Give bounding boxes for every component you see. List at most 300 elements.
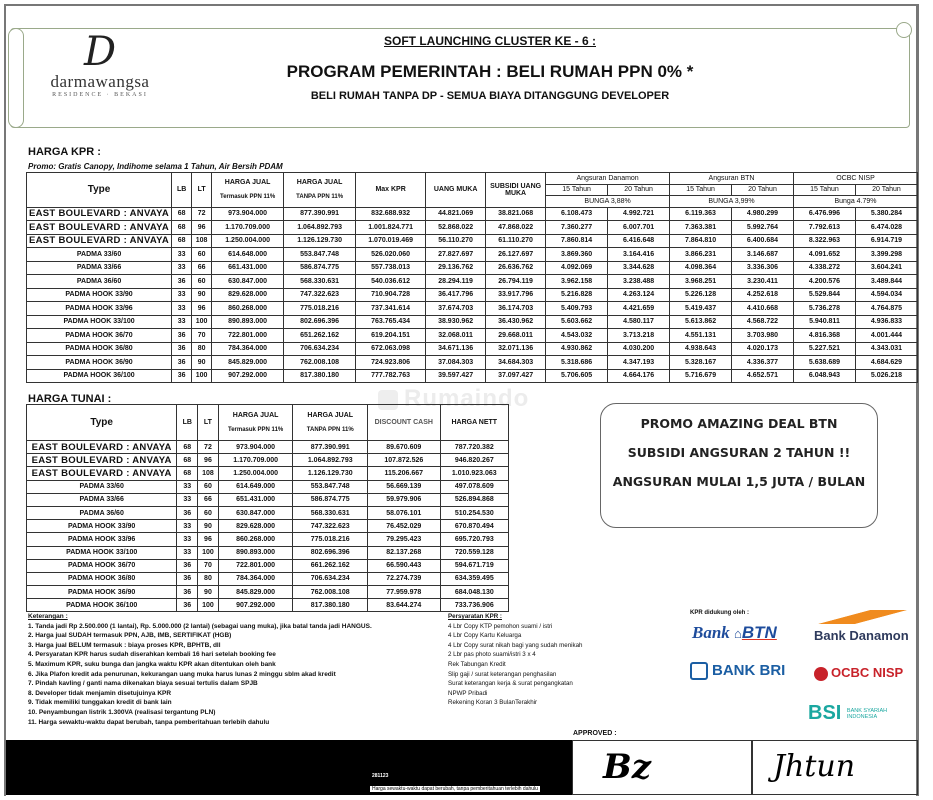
value-cell: 66 bbox=[192, 261, 212, 275]
value-cell: 96 bbox=[198, 533, 219, 546]
table-row bbox=[27, 356, 918, 370]
kpr-price-table bbox=[26, 172, 918, 383]
table-row bbox=[27, 533, 509, 546]
unit-type-cell: PADMA HOOK 33/90 bbox=[27, 288, 172, 302]
value-cell: 32.068.011 bbox=[426, 329, 486, 343]
value-cell: 4.020.173 bbox=[732, 342, 794, 356]
unit-type-cell: PADMA 33/66 bbox=[27, 493, 177, 506]
value-cell: 66.590.443 bbox=[368, 559, 441, 572]
value-cell: 845.829.000 bbox=[212, 356, 284, 370]
value-cell: 817.380.180 bbox=[293, 599, 368, 612]
col-harga-excl-sub: TANPA PPN 11% bbox=[296, 194, 344, 201]
bank-bri-name: BANK BRI bbox=[712, 662, 786, 679]
program-subtitle: BELI RUMAH TANPA DP - SEMUA BIAYA DITANGGUNG DEVELOPER bbox=[310, 90, 670, 102]
value-cell: 60 bbox=[198, 480, 219, 493]
value-cell: 4.091.652 bbox=[793, 248, 855, 262]
value-cell: 586.874.775 bbox=[284, 261, 356, 275]
value-cell: 72.274.739 bbox=[368, 572, 441, 585]
unit-type-cell: EAST BOULEVARD : ANVAYA bbox=[27, 234, 172, 248]
value-cell: 5.706.605 bbox=[546, 369, 608, 383]
value-cell: 36 bbox=[177, 572, 198, 585]
col-harga-incl-sub: Termasuk PPN 11% bbox=[227, 427, 284, 433]
unit-type-cell: PADMA HOOK 36/80 bbox=[27, 342, 172, 356]
value-cell: 4.347.193 bbox=[608, 356, 670, 370]
value-cell: 79.295.423 bbox=[368, 533, 441, 546]
unit-type-cell: EAST BOULEVARD : ANVAYA bbox=[27, 467, 177, 480]
note-item: 8. Developer tidak menjamin disetujuinya KPR bbox=[28, 689, 172, 697]
value-cell: 526.020.060 bbox=[356, 248, 426, 262]
ocbc-mark-icon bbox=[814, 667, 828, 681]
value-cell: 82.137.268 bbox=[368, 546, 441, 559]
value-cell: 722.801.000 bbox=[212, 329, 284, 343]
value-cell: 68 bbox=[177, 454, 198, 467]
note-item: 7. Pindah kavling / ganti nama dikenakan biaya sesuai tertulis dalam SPJB bbox=[28, 680, 258, 688]
value-cell: 36.174.703 bbox=[486, 302, 546, 316]
value-cell: 100 bbox=[192, 369, 212, 383]
value-cell: 36 bbox=[172, 275, 192, 289]
danamon-stripe-icon bbox=[818, 610, 913, 624]
unit-type-cell: PADMA HOOK 36/90 bbox=[27, 356, 172, 370]
value-cell: 4.343.031 bbox=[855, 342, 917, 356]
promo-line-1: PROMO AMAZING DEAL BTN bbox=[640, 416, 838, 431]
value-cell: 594.671.719 bbox=[440, 559, 508, 572]
kpr-promo-line: Promo: Gratis Canopy, Indihome selama 1 Tahun, Air Bersih PDAM bbox=[28, 162, 283, 171]
value-cell: 4.936.833 bbox=[855, 315, 917, 329]
value-cell: 115.206.667 bbox=[368, 467, 441, 480]
value-cell: 4.568.722 bbox=[732, 315, 794, 329]
value-cell: 6.914.719 bbox=[855, 234, 917, 248]
unit-type-cell: PADMA 36/60 bbox=[27, 506, 177, 519]
table-row bbox=[27, 342, 918, 356]
value-cell: 34.671.136 bbox=[426, 342, 486, 356]
watermark-text: Rumaindo bbox=[404, 385, 530, 412]
value-cell: 77.959.978 bbox=[368, 586, 441, 599]
value-cell: 4.030.200 bbox=[608, 342, 670, 356]
table-row bbox=[27, 572, 509, 585]
bank-danamon-logo: Bank Danamon bbox=[814, 628, 909, 643]
value-cell: 5.216.828 bbox=[546, 288, 608, 302]
value-cell: 3.604.241 bbox=[855, 261, 917, 275]
value-cell: 787.720.382 bbox=[440, 441, 508, 454]
value-cell: 553.847.748 bbox=[284, 248, 356, 262]
document-code: 281123 bbox=[372, 773, 389, 779]
value-cell: 973.904.000 bbox=[218, 441, 293, 454]
value-cell: 56.110.270 bbox=[426, 234, 486, 248]
value-cell: 33 bbox=[172, 288, 192, 302]
value-cell: 4.200.576 bbox=[793, 275, 855, 289]
value-cell: 72 bbox=[198, 441, 219, 454]
value-cell: 775.018.216 bbox=[284, 302, 356, 316]
value-cell: 6.416.648 bbox=[608, 234, 670, 248]
table-row bbox=[27, 454, 509, 467]
value-cell: 3.713.218 bbox=[608, 329, 670, 343]
bank-ocbc-name: OCBC NISP bbox=[831, 665, 904, 680]
value-cell: 36.417.796 bbox=[426, 288, 486, 302]
value-cell: 1.250.004.000 bbox=[218, 467, 293, 480]
value-cell: 4.001.444 bbox=[855, 329, 917, 343]
value-cell: 661.262.162 bbox=[293, 559, 368, 572]
value-cell: 890.893.000 bbox=[218, 546, 293, 559]
note-item: 4. Persyaratan KPR harus sudah diserahkan kembali 16 hari setelah booking fee bbox=[28, 651, 276, 659]
col-nett: HARGA NETT bbox=[440, 405, 508, 441]
value-cell: 6.108.473 bbox=[546, 207, 608, 221]
value-cell: 720.559.128 bbox=[440, 546, 508, 559]
value-cell: 710.904.728 bbox=[356, 288, 426, 302]
value-cell: 695.720.793 bbox=[440, 533, 508, 546]
value-cell: 6.048.943 bbox=[793, 369, 855, 383]
value-cell: 90 bbox=[198, 586, 219, 599]
value-cell: 80 bbox=[192, 342, 212, 356]
col-ocbc-15: 15 Tahun bbox=[793, 184, 855, 196]
unit-type-cell: PADMA HOOK 36/100 bbox=[27, 369, 172, 383]
value-cell: 1.070.019.469 bbox=[356, 234, 426, 248]
value-cell: 672.063.098 bbox=[356, 342, 426, 356]
kpr-section-title: HARGA KPR : bbox=[28, 146, 101, 158]
value-cell: 5.638.689 bbox=[793, 356, 855, 370]
value-cell: 39.597.427 bbox=[426, 369, 486, 383]
value-cell: 3.344.628 bbox=[608, 261, 670, 275]
value-cell: 557.738.013 bbox=[356, 261, 426, 275]
value-cell: 651.262.162 bbox=[284, 329, 356, 343]
note-item: 11. Harga sewaktu-waktu dapat berubah, tanpa pemberitahuan terlebih dahulu bbox=[28, 718, 270, 726]
value-cell: 96 bbox=[198, 454, 219, 467]
bank-btn-name: BTN bbox=[741, 623, 777, 642]
value-cell: 6.474.028 bbox=[855, 221, 917, 235]
value-cell: 3.164.416 bbox=[608, 248, 670, 262]
unit-type-cell: PADMA HOOK 33/100 bbox=[27, 315, 172, 329]
value-cell: 5.328.167 bbox=[670, 356, 732, 370]
signature-2: Jhtun bbox=[773, 749, 856, 784]
unit-type-cell: EAST BOULEVARD : ANVAYA bbox=[27, 441, 177, 454]
value-cell: 68 bbox=[177, 441, 198, 454]
bank-bsi-sub bbox=[847, 708, 887, 720]
table-row bbox=[27, 288, 918, 302]
value-cell: 877.390.991 bbox=[284, 207, 356, 221]
value-cell: 37.084.303 bbox=[426, 356, 486, 370]
unit-type-cell: PADMA 33/66 bbox=[27, 261, 172, 275]
value-cell: 3.489.844 bbox=[855, 275, 917, 289]
value-cell: 651.431.000 bbox=[218, 493, 293, 506]
bri-mark-icon bbox=[690, 662, 708, 680]
unit-type-cell: PADMA HOOK 36/70 bbox=[27, 329, 172, 343]
value-cell: 845.829.000 bbox=[218, 586, 293, 599]
tunai-table-body bbox=[27, 441, 509, 612]
value-cell: 1.010.923.063 bbox=[440, 467, 508, 480]
value-cell: 763.765.434 bbox=[356, 315, 426, 329]
value-cell: 59.979.906 bbox=[368, 493, 441, 506]
value-cell: 33 bbox=[177, 533, 198, 546]
value-cell: 4.338.272 bbox=[793, 261, 855, 275]
value-cell: 61.110.270 bbox=[486, 234, 546, 248]
value-cell: 90 bbox=[192, 356, 212, 370]
col-lb: LB bbox=[172, 173, 192, 208]
program-title: PROGRAM PEMERINTAH : BELI RUMAH PPN 0% * bbox=[286, 62, 694, 81]
value-cell: 26.636.762 bbox=[486, 261, 546, 275]
value-cell: 1.001.824.771 bbox=[356, 221, 426, 235]
table-row bbox=[27, 275, 918, 289]
table-row bbox=[27, 329, 918, 343]
value-cell: 526.894.868 bbox=[440, 493, 508, 506]
requirement-item: NPWP Pribadi bbox=[448, 689, 488, 697]
col-danamon: Angsuran Danamon bbox=[546, 173, 670, 185]
value-cell: 737.341.614 bbox=[356, 302, 426, 316]
btn-house-icon: ⌂ bbox=[734, 626, 742, 641]
signature-box-1 bbox=[572, 740, 752, 795]
scroll-curl-right bbox=[896, 22, 912, 38]
ocbc-rate: Bunga 4.79% bbox=[793, 196, 917, 208]
col-harga-excl-sub: TANPA PPN 11% bbox=[306, 427, 354, 433]
value-cell: 3.230.411 bbox=[732, 275, 794, 289]
value-cell: 4.594.034 bbox=[855, 288, 917, 302]
value-cell: 4.092.069 bbox=[546, 261, 608, 275]
value-cell: 5.736.278 bbox=[793, 302, 855, 316]
value-cell: 497.078.609 bbox=[440, 480, 508, 493]
kpr-table-body bbox=[27, 207, 918, 383]
value-cell: 96 bbox=[192, 302, 212, 316]
value-cell: 66 bbox=[198, 493, 219, 506]
value-cell: 36 bbox=[177, 506, 198, 519]
table-row bbox=[27, 480, 509, 493]
value-cell: 100 bbox=[198, 546, 219, 559]
tunai-section-title: HARGA TUNAI : bbox=[28, 393, 112, 405]
value-cell: 762.008.108 bbox=[293, 586, 368, 599]
value-cell: 44.821.069 bbox=[426, 207, 486, 221]
value-cell: 33 bbox=[177, 480, 198, 493]
value-cell: 670.870.494 bbox=[440, 520, 508, 533]
promo-line-3: ANGSURAN MULAI 1,5 JUTA / BULAN bbox=[612, 474, 866, 489]
value-cell: 3.962.158 bbox=[546, 275, 608, 289]
value-cell: 60 bbox=[198, 506, 219, 519]
unit-type-cell: PADMA 33/60 bbox=[27, 480, 177, 493]
value-cell: 890.893.000 bbox=[212, 315, 284, 329]
value-cell: 80 bbox=[198, 572, 219, 585]
value-cell: 3.866.231 bbox=[670, 248, 732, 262]
value-cell: 5.419.437 bbox=[670, 302, 732, 316]
col-harga-excl bbox=[293, 405, 368, 441]
value-cell: 38.821.068 bbox=[486, 207, 546, 221]
value-cell: 7.860.814 bbox=[546, 234, 608, 248]
signature-1: Bz bbox=[603, 747, 652, 787]
value-cell: 36 bbox=[172, 342, 192, 356]
value-cell: 630.847.000 bbox=[218, 506, 293, 519]
value-cell: 33 bbox=[177, 546, 198, 559]
table-row bbox=[27, 520, 509, 533]
value-cell: 56.669.139 bbox=[368, 480, 441, 493]
col-lt: LT bbox=[192, 173, 212, 208]
value-cell: 553.847.748 bbox=[293, 480, 368, 493]
value-cell: 36 bbox=[177, 559, 198, 572]
value-cell: 4.938.643 bbox=[670, 342, 732, 356]
value-cell: 1.064.892.793 bbox=[293, 454, 368, 467]
bank-btn-prefix: Bank bbox=[692, 623, 730, 642]
logo-name: darmawangsa bbox=[50, 72, 150, 91]
value-cell: 70 bbox=[192, 329, 212, 343]
value-cell: 6.007.701 bbox=[608, 221, 670, 235]
value-cell: 29.668.011 bbox=[486, 329, 546, 343]
col-lb: LB bbox=[177, 405, 198, 441]
value-cell: 107.872.526 bbox=[368, 454, 441, 467]
value-cell: 68 bbox=[172, 234, 192, 248]
value-cell: 5.318.686 bbox=[546, 356, 608, 370]
value-cell: 33 bbox=[177, 493, 198, 506]
value-cell: 4.980.299 bbox=[732, 207, 794, 221]
value-cell: 4.098.364 bbox=[670, 261, 732, 275]
requirement-item: 4 Lbr Copy surat nikah bagi yang sudah menikah bbox=[448, 641, 583, 649]
value-cell: 5.940.811 bbox=[793, 315, 855, 329]
value-cell: 619.204.151 bbox=[356, 329, 426, 343]
value-cell: 860.268.000 bbox=[212, 302, 284, 316]
value-cell: 860.268.000 bbox=[218, 533, 293, 546]
value-cell: 724.923.806 bbox=[356, 356, 426, 370]
value-cell: 784.364.000 bbox=[218, 572, 293, 585]
col-harga-excl bbox=[284, 173, 356, 208]
requirement-item: Slip gaji / surat keterangan penghasilan bbox=[448, 670, 557, 678]
value-cell: 4.930.862 bbox=[546, 342, 608, 356]
col-harga-excl-label: HARGA JUAL bbox=[296, 179, 343, 187]
value-cell: 4.764.875 bbox=[855, 302, 917, 316]
value-cell: 5.613.862 bbox=[670, 315, 732, 329]
value-cell: 32.071.136 bbox=[486, 342, 546, 356]
value-cell: 3.869.360 bbox=[546, 248, 608, 262]
value-cell: 33 bbox=[172, 261, 192, 275]
value-cell: 27.827.697 bbox=[426, 248, 486, 262]
table-row bbox=[27, 248, 918, 262]
value-cell: 684.048.130 bbox=[440, 586, 508, 599]
value-cell: 946.820.267 bbox=[440, 454, 508, 467]
unit-type-cell: PADMA HOOK 36/90 bbox=[27, 586, 177, 599]
note-item: 5. Maximum KPR, suku bunga dan jangka waktu KPR akan ditentukan oleh bank bbox=[28, 660, 276, 668]
col-harga-incl-sub: Termasuk PPN 11% bbox=[219, 194, 276, 201]
value-cell: 1.126.129.730 bbox=[284, 234, 356, 248]
col-uang-muka: UANG MUKA bbox=[426, 173, 486, 208]
value-cell: 802.696.396 bbox=[293, 546, 368, 559]
col-harga-excl-label: HARGA JUAL bbox=[307, 412, 354, 419]
col-ocbc: OCBC NISP bbox=[793, 173, 917, 185]
value-cell: 661.431.000 bbox=[212, 261, 284, 275]
value-cell: 36 bbox=[172, 329, 192, 343]
value-cell: 6.119.363 bbox=[670, 207, 732, 221]
value-cell: 26.127.697 bbox=[486, 248, 546, 262]
unit-type-cell: PADMA HOOK 33/96 bbox=[27, 533, 177, 546]
value-cell: 540.036.612 bbox=[356, 275, 426, 289]
value-cell: 58.076.101 bbox=[368, 506, 441, 519]
unit-type-cell: PADMA 33/60 bbox=[27, 248, 172, 262]
requirement-item: Surat keterangan kerja & surat pengangkatan bbox=[448, 680, 573, 688]
value-cell: 108 bbox=[192, 234, 212, 248]
value-cell: 83.644.274 bbox=[368, 599, 441, 612]
value-cell: 3.336.306 bbox=[732, 261, 794, 275]
value-cell: 60 bbox=[192, 275, 212, 289]
value-cell: 3.399.298 bbox=[855, 248, 917, 262]
value-cell: 586.874.775 bbox=[293, 493, 368, 506]
value-cell: 4.992.721 bbox=[608, 207, 670, 221]
value-cell: 973.904.000 bbox=[212, 207, 284, 221]
value-cell: 5.409.793 bbox=[546, 302, 608, 316]
value-cell: 510.254.530 bbox=[440, 506, 508, 519]
note-item: 1. Tanda jadi Rp 2.500.000 (1 lantai), Rp. 5.000.000 (2 lantai) (sebagai uang muka), jika batal tanda jadi HANGUS. bbox=[28, 622, 372, 630]
value-cell: 70 bbox=[198, 559, 219, 572]
col-harga-incl-label: HARGA JUAL bbox=[232, 412, 279, 419]
value-cell: 37.097.427 bbox=[486, 369, 546, 383]
unit-type-cell: PADMA HOOK 36/80 bbox=[27, 572, 177, 585]
table-row bbox=[27, 546, 509, 559]
col-subsidi: SUBSIDI UANG MUKA bbox=[486, 173, 546, 208]
col-danamon-15: 15 Tahun bbox=[546, 184, 608, 196]
table-row bbox=[27, 599, 509, 612]
value-cell: 777.782.763 bbox=[356, 369, 426, 383]
col-btn-20: 20 Tahun bbox=[732, 184, 794, 196]
value-cell: 1.126.129.730 bbox=[293, 467, 368, 480]
bank-bsi-logo bbox=[808, 702, 887, 725]
col-lt: LT bbox=[198, 405, 219, 441]
table-row bbox=[27, 207, 918, 221]
value-cell: 36.430.962 bbox=[486, 315, 546, 329]
tunai-price-table bbox=[26, 404, 509, 612]
value-cell: 907.292.000 bbox=[218, 599, 293, 612]
col-max-kpr: Max KPR bbox=[356, 173, 426, 208]
col-ocbc-20: 20 Tahun bbox=[855, 184, 917, 196]
value-cell: 817.380.180 bbox=[284, 369, 356, 383]
value-cell: 877.390.991 bbox=[293, 441, 368, 454]
col-harga-incl bbox=[212, 173, 284, 208]
unit-type-cell: EAST BOULEVARD : ANVAYA bbox=[27, 221, 172, 235]
value-cell: 90 bbox=[192, 288, 212, 302]
note-item: 3. Harga jual BELUM termasuk : biaya proses KPR, BPHTB, dll bbox=[28, 641, 221, 649]
unit-type-cell: EAST BOULEVARD : ANVAYA bbox=[27, 454, 177, 467]
value-cell: 4.664.176 bbox=[608, 369, 670, 383]
requirement-item: 4 Lbr Copy Kartu Keluarga bbox=[448, 632, 522, 640]
unit-type-cell: EAST BOULEVARD : ANVAYA bbox=[27, 207, 172, 221]
value-cell: 68 bbox=[172, 207, 192, 221]
value-cell: 5.226.128 bbox=[670, 288, 732, 302]
value-cell: 1.250.004.000 bbox=[212, 234, 284, 248]
note-item: 2. Harga jual SUDAH termasuk PPN, AJB, IMB, SERTIFIKAT (HGB) bbox=[28, 632, 232, 640]
value-cell: 33 bbox=[172, 248, 192, 262]
promo-btn-box bbox=[600, 403, 878, 528]
value-cell: 747.322.623 bbox=[293, 520, 368, 533]
value-cell: 47.868.022 bbox=[486, 221, 546, 235]
value-cell: 33 bbox=[177, 520, 198, 533]
signature-box-2 bbox=[752, 740, 918, 795]
value-cell: 1.064.892.793 bbox=[284, 221, 356, 235]
note-item: 6. Jika Plafon kredit ada penurunan, kekurangan uang muka harus lunas 2 minggu sblm akad kredit bbox=[28, 670, 336, 678]
value-cell: 4.543.032 bbox=[546, 329, 608, 343]
requirement-item: 4 Lbr Copy KTP pemohon suami / istri bbox=[448, 622, 553, 630]
unit-type-cell: PADMA HOOK 33/100 bbox=[27, 546, 177, 559]
unit-type-cell: PADMA HOOK 33/90 bbox=[27, 520, 177, 533]
value-cell: 33 bbox=[172, 315, 192, 329]
value-cell: 36 bbox=[172, 369, 192, 383]
value-cell: 28.294.119 bbox=[426, 275, 486, 289]
value-cell: 775.018.216 bbox=[293, 533, 368, 546]
value-cell: 614.649.000 bbox=[218, 480, 293, 493]
value-cell: 36 bbox=[177, 599, 198, 612]
table-row bbox=[27, 261, 918, 275]
value-cell: 5.603.662 bbox=[546, 315, 608, 329]
bank-bri-logo bbox=[690, 662, 785, 680]
value-cell: 36 bbox=[177, 586, 198, 599]
value-cell: 706.634.234 bbox=[284, 342, 356, 356]
value-cell: 89.670.609 bbox=[368, 441, 441, 454]
value-cell: 108 bbox=[198, 467, 219, 480]
value-cell: 614.648.000 bbox=[212, 248, 284, 262]
table-row bbox=[27, 221, 918, 235]
value-cell: 832.688.932 bbox=[356, 207, 426, 221]
value-cell: 6.476.996 bbox=[793, 207, 855, 221]
value-cell: 33 bbox=[172, 302, 192, 316]
requirements-list bbox=[448, 612, 583, 708]
value-cell: 4.684.629 bbox=[855, 356, 917, 370]
